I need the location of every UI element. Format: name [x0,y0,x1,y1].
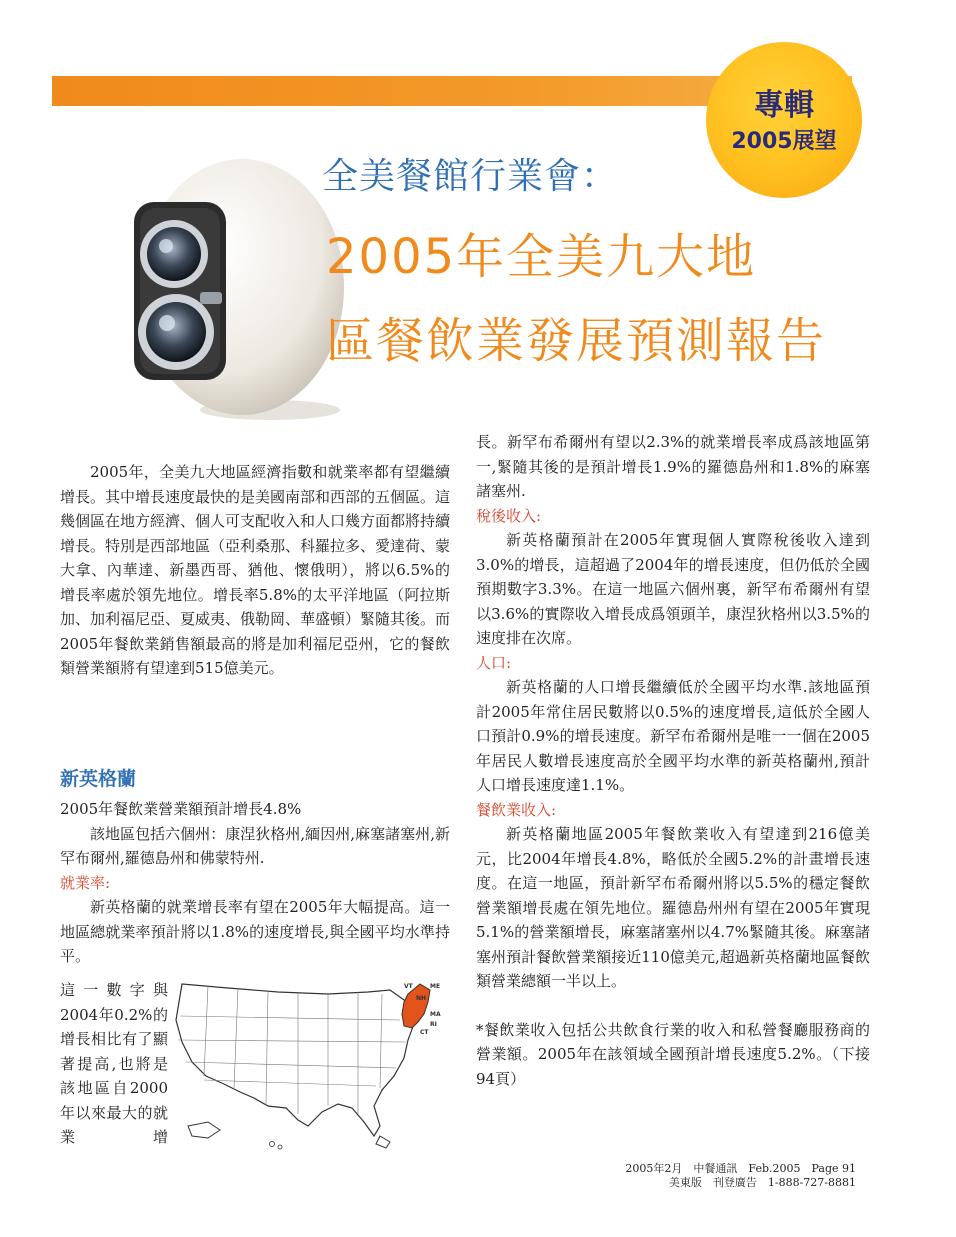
title-line-2: 2005年全美九大地 [326,229,757,285]
employment-paragraph: 新英格蘭的就業增長率有望在2005年大幅提高。這一地區總就業率預計將以1.8%的速度增長,與全國平均水準持平。 [60,898,450,965]
map-label-ct: CT [420,1029,429,1036]
population-subheading: 人口: [476,653,512,672]
special-issue-badge [706,42,862,198]
employment-subheading: 就業率: [60,873,111,892]
right-column [476,430,870,1091]
map-label-me: ME [430,983,441,990]
footer-line-1: 2005年2月 中餐通訊 Feb.2005 Page 91 [625,1162,856,1175]
map-label-vt: VT [404,983,413,990]
us-map-new-england [168,976,450,1152]
intro-column [60,460,450,681]
section-heading: 新英格蘭 [60,768,137,790]
map-label-ma: MA [430,1011,441,1018]
forecast-line: 2005年餐飲業營業額預計增長4.8% [60,800,302,818]
intro-paragraph: 2005年，全美九大地區經濟指數和就業率都有望繼續增長。其中增長速度最快的是美國南部和西部的五個區。這幾個區在地方經濟、個人可支配收入和人口幾方面都將持續增長。特別是西部地區（亞利桑那、科羅拉多、愛達荷、蒙大拿、內華達、新墨西哥、猶他、懷俄明），將以6.5%的增長率處於領先地位。增長率5.8%的太平洋地區（阿拉斯加、加利福尼亞、夏威夷、俄勒岡、華盛頓）緊隨其後。而2005年餐飲業銷售額最高的將是加利福尼亞州，它的餐飲類營業額將有望達到515億美元。 [60,463,451,677]
revenue-subheading: 餐飲業收入: [476,800,557,819]
badge-title: 專輯 [754,88,814,123]
badge-subtitle: 2005展望 [731,129,837,154]
states-paragraph: 該地區包括六個州：康涅狄格州,緬因州,麻塞諸塞州,新罕布爾州,羅德島州和佛蒙特州. [60,824,450,867]
title-line-3: 區餐飲業發展預測報告 [326,313,827,369]
map-label-ri: RI [430,1021,437,1028]
note-paragraph: *餐飲業收入包括公共飲食行業的收入和私營餐廳服務商的營業額。2005年在該領域全國預計增長速度5.2%。（下接94頁） [476,1020,870,1088]
left-lower-column [60,797,450,969]
footer-line-2: 美東版 刊登廣告 1-888-727-8881 [668,1176,856,1189]
aftertax-paragraph: 新英格蘭預計在2005年實現個人實際稅後收入達到3.0%的增長，這超過了2004年的增長速度，但仍低於全國預期數字3.3%。在這一地區六個州裏，新罕布希爾州有望以3.6%的實際收入增長成爲領頭羊，康涅狄格州以3.5%的速度排在次席。 [476,531,870,647]
aftertax-subheading: 稅後收入: [476,506,542,525]
title-line-1: 全美餐館行業會： [322,156,619,197]
population-paragraph: 新英格蘭的人口增長繼續低於全國平均水準.該地區預計2005年常住居民數將以0.5%的速度增長,這低於全國人口預計0.9%的增長速度。新罕布希爾州是唯一一個在2005年居民人數增長速度高於全國平均水準的新英格蘭州,預計人口增長速度達1.1%。 [476,678,870,794]
egg-camera-illustration [92,132,352,432]
map-label-nh: NH [416,995,427,1002]
revenue-paragraph: 新英格蘭地區2005年餐飲業收入有望達到216億美元，比2004年增長4.8%，略低於全國5.2%的計畫增長速度。在這一地區，預計新罕布希爾州將以5.5%的穩定餐飲營業額增長處在領先地位。羅德島州州有望在2005年實現5.1%的營業額增長，麻塞諸塞州以4.7%緊隨其後。麻塞諸塞州預計餐飲營業額接近110億美元,超過新英格蘭地區餐飲類營業總額一半以上。 [476,825,870,990]
page-footer [560,1162,856,1190]
employment-continued: 長。新罕布希爾州有望以2.3%的就業增長率成爲該地區第一,緊隨其後的是預計增長1.9%的羅德島州和1.8%的麻塞諸塞州. [476,433,870,500]
employment-narrow-text: 這一數字與2004年0.2%的增長相比有了顯著提高,也將是該地區自2000年以來最大的就業增 [60,981,168,1146]
employment-narrow-column [60,978,168,1150]
new-england-highlight [402,984,430,1028]
